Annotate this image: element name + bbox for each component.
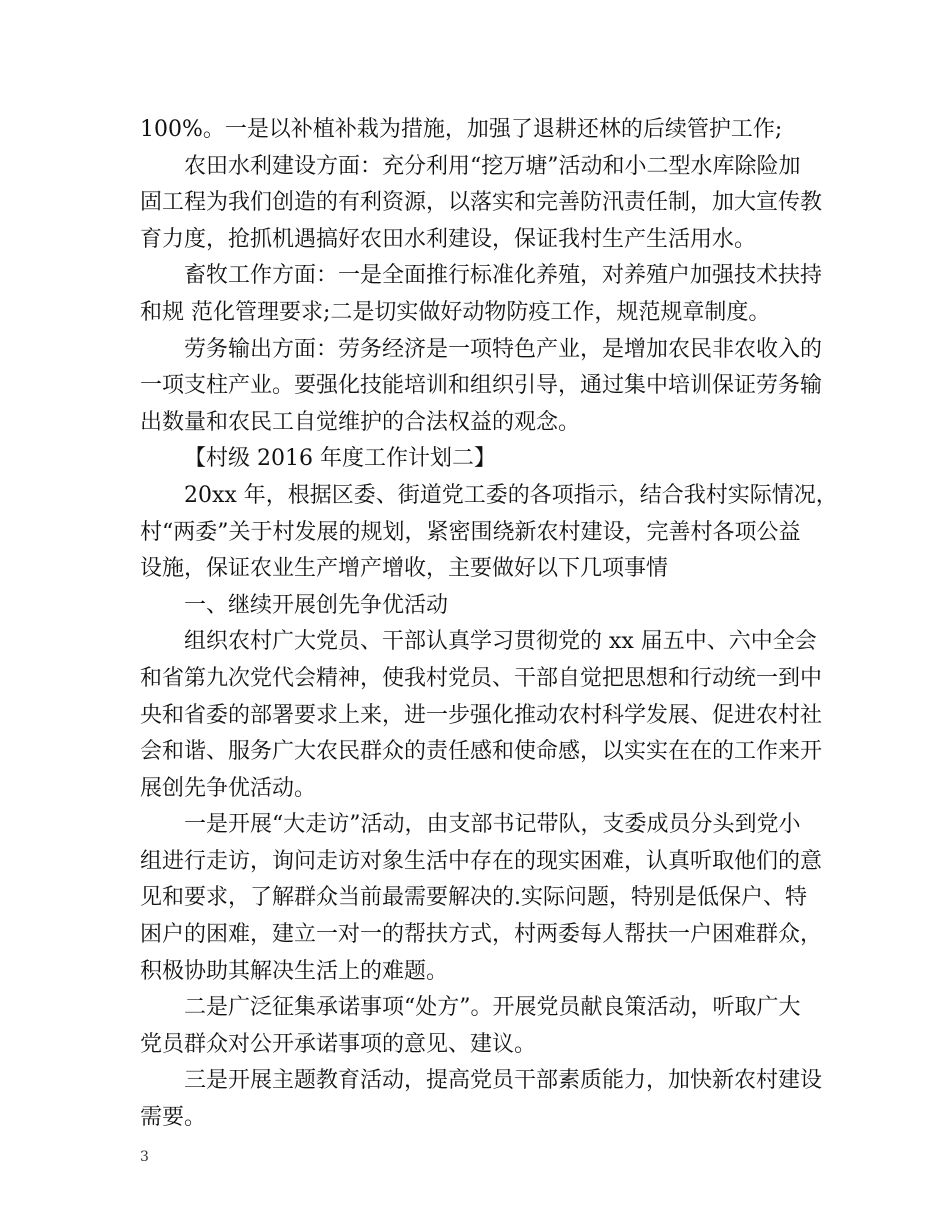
text-line: 农田水利建设方面：充分利用“挖万塘”活动和小二型水库除险加 xyxy=(184,153,801,179)
text-line: 一是开展“大走访”活动，由支部书记带队，支委成员分头到党小 xyxy=(184,812,801,838)
text-line: 展创先争优活动。 xyxy=(140,775,317,801)
text-line: 和省第九次党代会精神，使我村党员、干部自觉把思想和行动统一到中 xyxy=(140,665,823,691)
text-line: 需要。 xyxy=(140,1105,207,1131)
text-line: 三是开展主题教育活动，提高党员干部素质能力，加快新农村建设 xyxy=(184,1068,823,1094)
text-line: 村“两委”关于村发展的规划，紧密围绕新农村建设，完善村各项公益 xyxy=(140,519,801,545)
text-line: 会和谐、服务广大农民群众的责任感和使命感，以实实在在的工作来开 xyxy=(140,739,823,765)
text-line: 二是广泛征集承诺事项“处方”。开展党员献良策活动，听取广大 xyxy=(184,995,801,1021)
text-line: 【村级 2016 年度工作计划二】 xyxy=(184,446,496,472)
text-line: 育力度，抢抓机遇搞好农田水利建设，保证我村生产生活用水。 xyxy=(140,226,757,252)
text-line: 畜牧工作方面：一是全面推行标准化养殖，对养殖户加强技术扶持 xyxy=(184,263,823,289)
text-line: 党员群众对公开承诺事项的意见、建议。 xyxy=(140,1031,537,1057)
text-line: 设施，保证农业生产增产增收，主要做好以下几项事情 xyxy=(140,556,669,582)
page-number: 3 xyxy=(140,1149,149,1165)
text-line: 出数量和农民工自觉维护的合法权益的观念。 xyxy=(140,409,581,435)
text-line: 和规 范化管理要求;二是切实做好动物防疫工作，规范规章制度。 xyxy=(140,299,771,325)
text-line: 20xx 年，根据区委、街道党工委的各项指示，结合我村实际情况， xyxy=(184,482,838,508)
text-line: 一项支柱产业。要强化技能培训和组织引导，通过集中培训保证劳务输 xyxy=(140,373,823,399)
text-line: 央和省委的部署要求上来，进一步强化推动农村科学发展、促进农村社 xyxy=(140,702,823,728)
text-line: 积极协助其解决生活上的难题。 xyxy=(140,958,449,984)
document-body xyxy=(140,112,838,1137)
text-line: 组进行走访，询问走访对象生活中存在的现实困难，认真听取他们的意 xyxy=(140,848,823,874)
text-line: 困户的困难，建立一对一的帮扶方式，村两委每人帮扶一户困难群众， xyxy=(140,922,823,948)
text-line: 100%。一是以补植补栽为措施，加强了退耕还林的后续管护工作; xyxy=(140,117,783,142)
text-line: 固工程为我们创造的有利资源，以落实和完善防汛责任制，加大宣传教 xyxy=(140,190,823,216)
text-line: 一、继续开展创先争优活动 xyxy=(184,592,449,618)
text-line: 组织农村广大党员、干部认真学习贯彻党的 xx 届五中、六中全会 xyxy=(184,629,817,655)
text-line: 劳务输出方面：劳务经济是一项特色产业，是增加农民非农收入的 xyxy=(184,336,823,362)
text-line: 见和要求，了解群众当前最需要解决的.实际问题，特别是低保户、特 xyxy=(140,885,807,911)
